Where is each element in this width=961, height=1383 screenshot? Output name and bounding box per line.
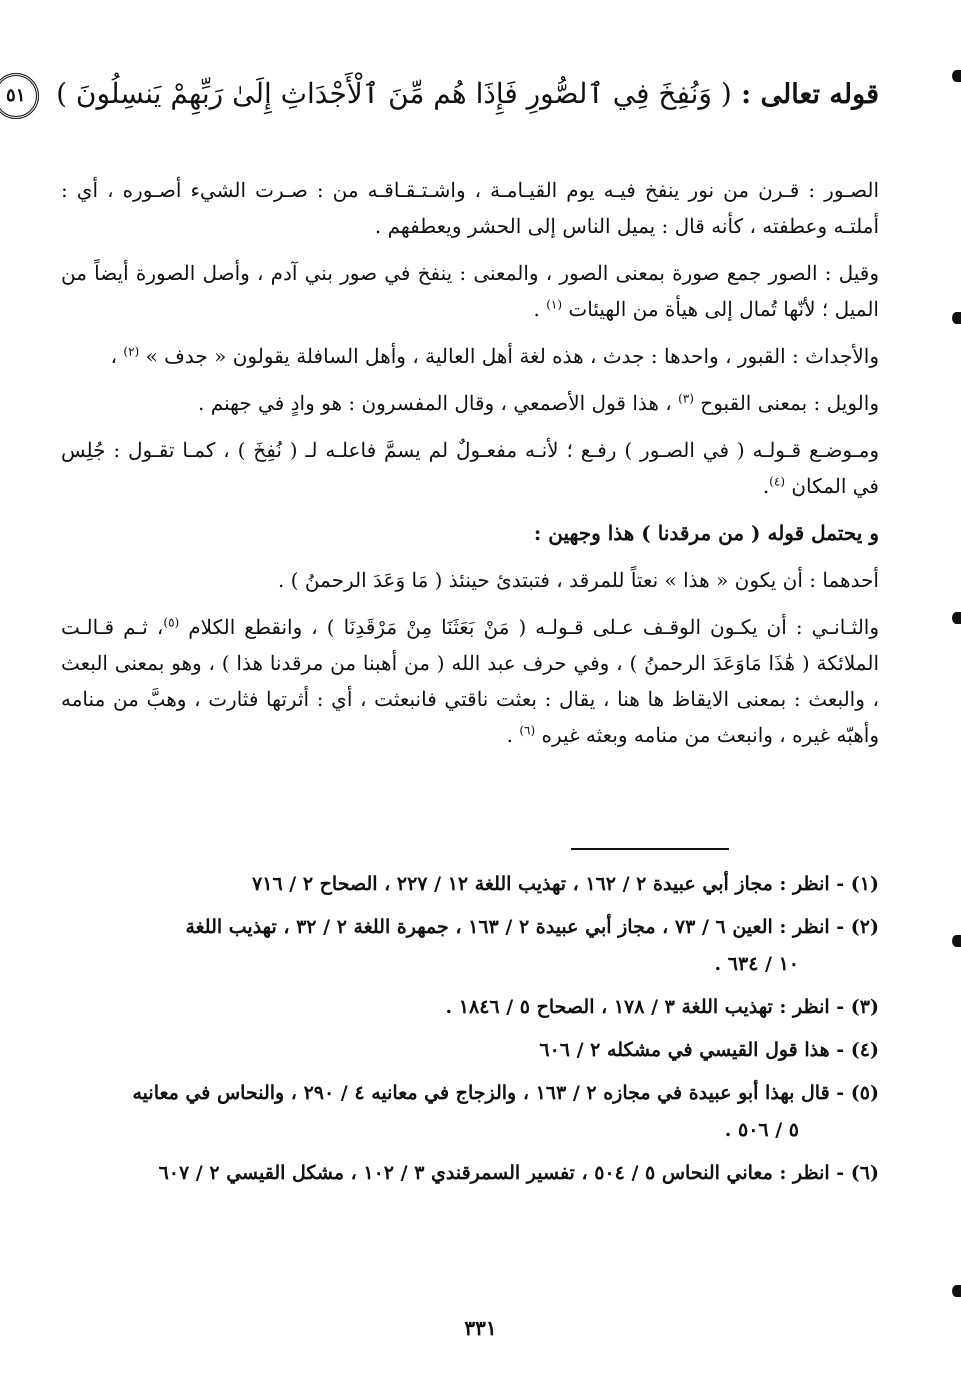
footnote-1: (١) - انظر : مجاز أبي عبيدة ٢ / ١٦٢ ، تهذيب اللغة ١٢ / ٢٢٧ ، الصحاح ٢ / ٧١٦: [252, 873, 879, 895]
footnote-3: (٣) - انظر : تهذيب اللغة ٣ / ١٧٨ ، الصحاح ٥ / ١٨٤٦ .: [445, 996, 879, 1018]
footnote-ref-6: (٦): [519, 723, 536, 738]
footnote-4: (٤) - هذا قول القيسي في مشكله ٢ / ٦٠٦: [539, 1039, 879, 1061]
footnotes: [119, 866, 879, 1198]
paragraph-wayl: والويل : بمعنى القبوح $^{(٣)}$ ، هذا قول الأصمعي ، وقال المفسرون : هو وادٍ في جهنم .: [198, 391, 879, 415]
commentary-body: [61, 172, 879, 764]
scan-edge-mark: [952, 935, 961, 947]
scan-edge-mark: [952, 70, 961, 82]
footnote-separator: [571, 848, 729, 850]
page-number: ٣٣١: [464, 1316, 497, 1340]
footnote-ref-4: (٤): [769, 474, 785, 489]
paragraph-first-reading: أحدهما : أن يكون « هذا » نعتاً للمرقد ، فتبتدئ حينئذ ( مَا وَعَدَ الرحمنُ ) .: [277, 568, 879, 592]
verse-header: [6, 70, 879, 119]
footnote-2-continuation: ١٠ / ٦٣٤ .: [714, 953, 799, 975]
paragraph-second-reading: والثـانـي : أن يكـون الوقـف عـلى قـولـه ( مَنْ بَعَثَنَا مِنْ مَرْقَدِنَا ) ، وانقطع الكلام $^{(٥)}$، ثـم قـالـت الملائكة ( هَٰذَا مَاوَعَدَ الرحمنُ ) ، وفي حرف عبد الله ( من أهبنا من مرقدنا هذا ) ، وهو بمعنى البعث ، والبعث : بمعنى الايقاظ ها هنا ، يقال : بعثت ناقتي فانبعثت ، أي : أثرتها فثارت ، وهبَّ من منامه وأهبّه غيره ، وانبعث من منامه وبعثه غيره $^{(٦)}$ .: [61, 615, 880, 747]
quran-verse: ( وَنُفِخَ فِي ٱلصُّورِ فَإِذَا هُم مِّنَ ٱلْأَجْدَاثِ إِلَىٰ رَبِّهِمْ يَنسِلُونَ ): [56, 77, 732, 110]
paragraph-sura: وقيل : الصور جمع صورة بمعنى الصور ، والمعنى : ينفخ في صور بني آدم ، وأصل الصورة أيضاً من الميل ؛ لأنّها تُمال إلى هيأة من الهيئات $^{(١)}$ .: [61, 261, 879, 321]
paragraph-sur: الصـور : قـرن من نور ينفخ فيـه يوم القيـامـة ، واشـتـقـاقـه من : صـرت الشيء أصـوره ، أي : أملتـه وعطفته ، كأنه قال : يميل الناس إلى الحشر ويعطفهم .: [61, 178, 879, 238]
ayah-number-mark: ٥١: [0, 73, 39, 119]
footnote-ref-5: (٥): [163, 615, 180, 630]
scan-edge-mark: [952, 1285, 961, 1297]
scan-edge-mark: [952, 312, 961, 324]
footnote-5: (٥) - قال بهذا أبو عبيدة في مجازه ٢ / ١٦٣ ، والزجاج في معانيه ٤ / ٢٩٠ ، والنحاس في معانيه ٥ / ٥٠٦ .: [119, 1075, 879, 1149]
footnote-ref-1: (١): [546, 297, 563, 312]
verse-intro: قوله تعالى :: [741, 79, 879, 110]
footnote-ref-3: (٣): [678, 391, 694, 406]
paragraph-yahtamil: و يحتمل قوله ( من مرقدنا ) هذا وجهين :: [533, 521, 879, 545]
paragraph-mawdi: ومـوضـع قـولـه ( في الصـور ) رفـع ؛ لأنـه مفعـولٌ لم يسمَّ فاعلـه لـ ( نُفِخَ ) ، كمـا تقـول : جُلِس في المكان $^{(٤)}$.: [61, 438, 879, 498]
paragraph-ajdath: والأجداث : القبور ، واحدها : جدث ، هذه لغة أهل العالية ، وأهل السافلة يقولون « جدف » $^{(٢)}$ ،: [110, 344, 879, 368]
scan-edge-mark: [952, 612, 961, 624]
footnote-6: (٦) - انظر : معاني النحاس ٥ / ٥٠٤ ، تفسير السمرقندي ٣ / ١٠٢ ، مشكل القيسي ٢ / ٦٠٧: [158, 1162, 879, 1184]
footnote-ref-2: (٢): [123, 344, 140, 359]
footnote-5-continuation: ٥ / ٥٠٦ .: [724, 1119, 799, 1141]
footnote-2: (٢) - انظر : العين ٦ / ٧٣ ، مجاز أبي عبيدة ٢ / ١٦٣ ، جمهرة اللغة ٢ / ٣٢ ، تهذيب اللغة ١٠ / ٦٣٤ .: [119, 909, 879, 983]
